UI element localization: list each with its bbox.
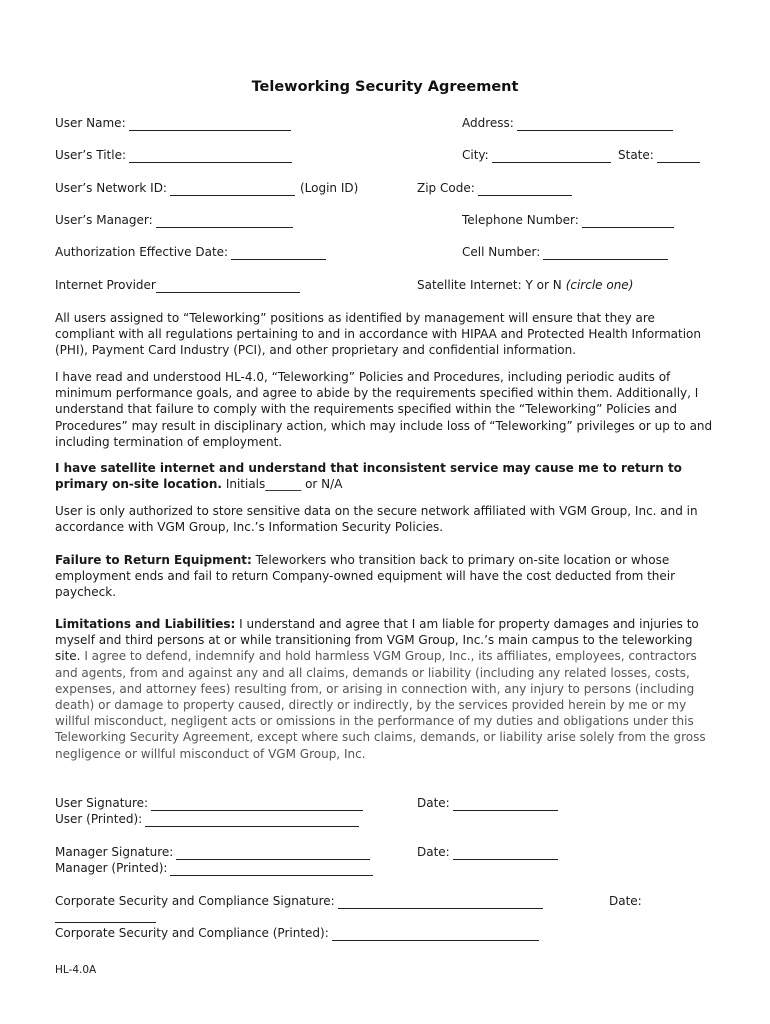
paragraph-liabilities	[55, 616, 717, 762]
manager-field	[55, 212, 293, 228]
paragraph-compliance: All users assigned to “Teleworking” positions as identified by management will ensure that they are compliant with all regulations pertaining to and in accordance with HIPAA and Protected Health Information (PHI), Payment Card Industry (PCI), and other proprietary and confidential information.	[55, 311, 701, 358]
paragraph-policies: I have read and understood HL-4.0, “Teleworking” Policies and Procedures, including periodic audits of minimum performance goals, and agree to abide by the requirements specified within them. Additionally, I understand that failure to comply with the requirements specified within the “Teleworking” Policies and Procedures” may result in disciplinary action, which may include loss of “Teleworking” privileges or up to and including termination of employment.	[55, 370, 713, 449]
document-code: HL-4.0A	[55, 964, 97, 976]
address-label: Address:	[462, 116, 514, 130]
indemnify-text: I agree to defend, indemnify and hold harmless VGM Group, Inc., its affiliates, employees, contractors and agents, from and against any and all claims, demands or liability (including any related losses, costs, expenses, and attorney fees) resulting from, or arising in connection with, any injury to persons (including death) or damage to property caused, directly or indirectly, by the services provided herein by me or my willful misconduct, negligent acts or omissions in the performance of my duties and obligations under this Teleworking Security Agreement, except where such claims, demands, or liability arise solely from the gross negligence or willful misconduct of VGM Group, Inc.	[55, 649, 706, 761]
manager-printed-label: Manager (Printed):	[55, 861, 168, 875]
user-printed-field	[55, 811, 359, 827]
manager-signature-line[interactable]	[176, 846, 370, 860]
initials-field[interactable]: Initials______ or N/A	[225, 477, 343, 492]
manager-printed-line[interactable]	[170, 862, 373, 876]
auth-date-line[interactable]	[231, 246, 326, 260]
cell-number-line[interactable]	[543, 246, 668, 260]
user-name-line[interactable]	[129, 117, 291, 131]
corp-printed-label: Corporate Security and Compliance (Printed):	[55, 926, 329, 940]
manager-signature-field	[55, 844, 370, 860]
user-printed-label: User (Printed):	[55, 812, 143, 826]
paragraph-equipment	[55, 552, 717, 601]
corp-signature-label: Corporate Security and Compliance Signature:	[55, 894, 335, 908]
city-label: City:	[462, 148, 489, 162]
auth-date-field	[55, 244, 326, 260]
equipment-heading: Failure to Return Equipment:	[55, 553, 252, 567]
corp-date-field	[609, 893, 642, 909]
user-title-line[interactable]	[129, 149, 292, 163]
user-signature-field	[55, 795, 363, 811]
manager-printed-field	[55, 860, 373, 876]
cell-number-field	[462, 244, 668, 260]
address-line[interactable]	[517, 117, 673, 131]
corp-signature-field	[55, 893, 543, 909]
corp-date-line[interactable]	[55, 922, 156, 923]
user-date-label: Date:	[417, 796, 450, 810]
satellite-internet-note: (circle one)	[565, 278, 634, 292]
user-signature-label: User Signature:	[55, 796, 149, 810]
paragraph-sensitive-data: User is only authorized to store sensitive data on the secure network affiliated with VGM Group, Inc. and in accordance with VGM Group, Inc.’s Information Security Policies.	[55, 504, 698, 535]
user-name-field	[55, 115, 291, 131]
user-printed-line[interactable]	[145, 813, 359, 827]
satellite-internet-label[interactable]: Satellite Internet: Y or N	[417, 278, 562, 292]
corp-date-label: Date:	[609, 894, 642, 908]
telephone-label: Telephone Number:	[462, 213, 579, 227]
state-line[interactable]	[657, 149, 700, 163]
user-signature-line[interactable]	[151, 797, 363, 811]
document-title: Teleworking Security Agreement	[251, 79, 519, 95]
liabilities-text: I understand and agree that I am liable for property damages and injuries to myself and third persons at or while transitioning from VGM Group, Inc.’s main campus to the teleworking site.	[55, 617, 699, 664]
network-id-field	[55, 180, 358, 196]
auth-date-label: Authorization Effective Date:	[55, 245, 229, 259]
user-date-field	[417, 795, 558, 811]
equipment-text: Teleworkers who transition back to primary on-site location or whose employment ends and fail to return Company-owned equipment will have the cost deducted from their paycheck.	[55, 553, 676, 600]
state-label: State:	[618, 148, 654, 162]
manager-date-field	[417, 844, 558, 860]
corp-signature-line[interactable]	[338, 895, 543, 909]
cell-number-label: Cell Number:	[462, 245, 541, 259]
corp-printed-line[interactable]	[332, 927, 539, 941]
liabilities-heading: Limitations and Liabilities:	[55, 617, 236, 631]
login-id-label: (Login ID)	[299, 181, 359, 195]
city-line[interactable]	[492, 149, 611, 163]
telephone-field	[462, 212, 674, 228]
zip-code-line[interactable]	[478, 182, 572, 196]
zip-code-label: Zip Code:	[417, 181, 475, 195]
city-field	[462, 147, 611, 163]
corp-printed-field	[55, 925, 539, 941]
user-date-line[interactable]	[453, 797, 558, 811]
address-field	[462, 115, 673, 131]
manager-line[interactable]	[156, 214, 293, 228]
paragraph-satellite	[55, 460, 717, 492]
network-id-line[interactable]	[170, 182, 295, 196]
satellite-statement: I have satellite internet and understand that inconsistent service may cause me to return to primary on-site location.	[55, 461, 682, 492]
telephone-line[interactable]	[582, 214, 674, 228]
manager-date-label: Date:	[417, 845, 450, 859]
network-id-label: User’s Network ID:	[55, 181, 167, 195]
manager-signature-label: Manager Signature:	[55, 845, 174, 859]
satellite-internet-field	[417, 277, 633, 293]
zip-code-field	[417, 180, 572, 196]
internet-provider-line[interactable]	[156, 279, 300, 293]
manager-label: User’s Manager:	[55, 213, 153, 227]
user-title-label: User’s Title:	[55, 148, 126, 162]
internet-provider-field	[55, 277, 300, 293]
internet-provider-label: Internet Provider	[55, 278, 156, 292]
state-field	[618, 147, 700, 163]
user-name-label: User Name:	[55, 116, 126, 130]
user-title-field	[55, 147, 292, 163]
manager-date-line[interactable]	[453, 846, 558, 860]
